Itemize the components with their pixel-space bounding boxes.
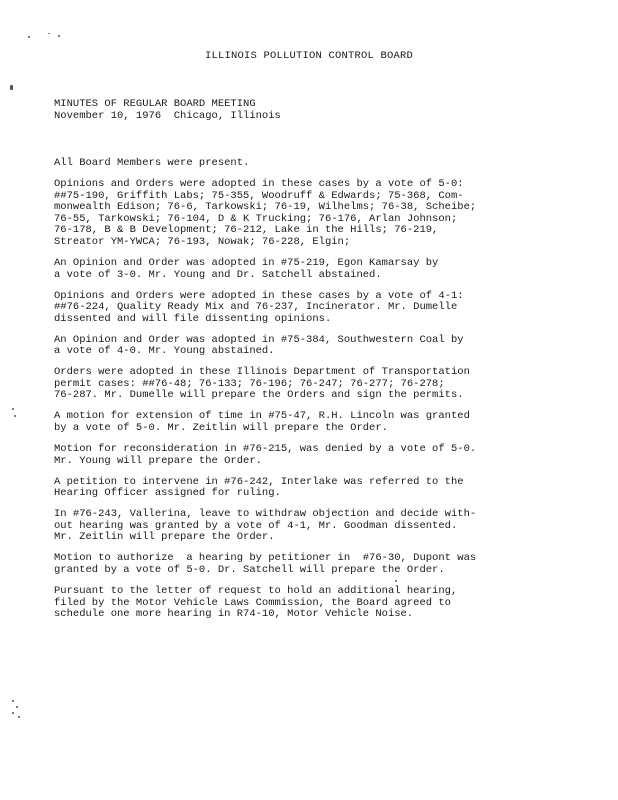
paragraph-line: permit cases: ##76-48; 76-133; 76-196; 76-247; 76-277; 76-278;	[54, 377, 445, 390]
scan-speck	[14, 415, 16, 417]
paragraph-line: An Opinion and Order was adopted in #75-384, Southwestern Coal by	[54, 333, 464, 346]
document-header: ILLINOIS POLLUTION CONTROL BOARD	[204, 50, 414, 62]
paragraph-line: out hearing was granted by a vote of 4-1, Mr. Goodman dissented.	[54, 519, 458, 532]
paragraph-line: a vote of 3-0. Mr. Young and Dr. Satchell abstained.	[54, 268, 382, 281]
paragraph-line: Pursuant to the letter of request to hold an additional hearing,	[54, 584, 458, 597]
scan-speck	[18, 716, 20, 718]
minutes-paragraph	[54, 335, 574, 358]
paragraph-line: Orders were adopted in these Illinois Department of Transportation	[54, 366, 470, 379]
paragraph-line: 76-55, Tarkowski; 76-104, D & K Trucking; 76-176, Arlan Johnson;	[54, 212, 458, 225]
paragraph-line: 76-287. Mr. Dumelle will prepare the Orders and sign the permits.	[54, 389, 464, 402]
scan-speck	[10, 85, 13, 90]
minutes-paragraph	[54, 509, 574, 544]
scan-speck	[12, 408, 14, 410]
paragraph-line: All Board Members were present.	[54, 157, 250, 169]
paragraph-line: An Opinion and Order was adopted in #75-219, Egon Kamarsay by	[54, 256, 439, 269]
paragraph-line: filed by the Motor Vehicle Laws Commission, the Board agreed to	[54, 596, 451, 609]
minutes-paragraph	[54, 367, 574, 402]
paragraph-line: ##75-190, Griffith Labs; 75-355, Woodruff & Edwards; 75-368, Com-	[54, 189, 464, 202]
paragraph-line: Streator YM-YWCA; 76-193, Nowak; 76-228, Elgin;	[54, 235, 351, 248]
paragraph-line: a vote of 4-0. Mr. Young abstained.	[54, 345, 275, 358]
paragraph-line: Opinions and Orders were adopted in these cases by a vote of 4-1:	[54, 289, 464, 302]
minutes-paragraph	[54, 291, 574, 326]
paragraph-line: dissented and will file dissenting opinions.	[54, 312, 332, 325]
minutes-body	[54, 158, 574, 630]
paragraph-line: Mr. Young will prepare the Order.	[54, 454, 262, 467]
minutes-paragraph	[54, 411, 574, 434]
scan-speck	[12, 712, 14, 714]
paragraph-line: 76-178, B & B Development; 76-212, Lake in the Hills; 76-219,	[54, 224, 439, 237]
paragraph-line: ##76-224, Quality Ready Mix and 76-237, Incinerator. Mr. Dumelle	[54, 301, 458, 314]
scan-speck	[12, 700, 14, 702]
paragraph-line: schedule one more hearing in R74-10, Motor Vehicle Noise.	[54, 608, 414, 621]
paragraph-line: Opinions and Orders were adopted in these cases by a vote of 5-0:	[54, 177, 464, 190]
minutes-title-block	[54, 98, 281, 122]
meeting-date-location: November 10, 1976 Chicago, Illinois	[54, 110, 281, 122]
paragraph-line: In #76-243, Vallerina, leave to withdraw objection and decide with-	[54, 508, 477, 521]
paragraph-line: monwealth Edison; 76-6, Tarkowski; 76-19, Wilhelms; 76-38, Scheibe;	[54, 201, 477, 214]
paragraph-line: Mr. Zeitlin will prepare the Order.	[54, 531, 275, 544]
minutes-paragraph	[54, 553, 574, 576]
minutes-paragraph	[54, 158, 574, 170]
scan-speck	[58, 35, 60, 37]
scan-speck	[16, 706, 18, 708]
paragraph-line: granted by a vote of 5-0. Dr. Satchell will prepare the Order.	[54, 563, 445, 576]
minutes-paragraph	[54, 477, 574, 500]
minutes-title: MINUTES OF REGULAR BOARD MEETING	[54, 98, 256, 110]
scan-speck	[48, 33, 50, 34]
paragraph-line: Motion to authorize a hearing by petitioner in #76-30, Dupont was	[54, 552, 477, 565]
paragraph-line: by a vote of 5-0. Mr. Zeitlin will prepare the Order.	[54, 422, 388, 435]
paragraph-line: A motion for extension of time in #75-47, R.H. Lincoln was granted	[54, 410, 470, 423]
paragraph-line: Hearing Officer assigned for ruling.	[54, 487, 281, 500]
scan-speck	[28, 36, 30, 38]
paragraph-line: A petition to intervene in #76-242, Interlake was referred to the	[54, 475, 464, 488]
paragraph-line: Motion for reconsideration in #76-215, was denied by a vote of 5-0.	[54, 443, 477, 456]
minutes-paragraph	[54, 444, 574, 467]
minutes-paragraph	[54, 586, 574, 621]
minutes-paragraph	[54, 258, 574, 281]
minutes-paragraph	[54, 179, 574, 249]
